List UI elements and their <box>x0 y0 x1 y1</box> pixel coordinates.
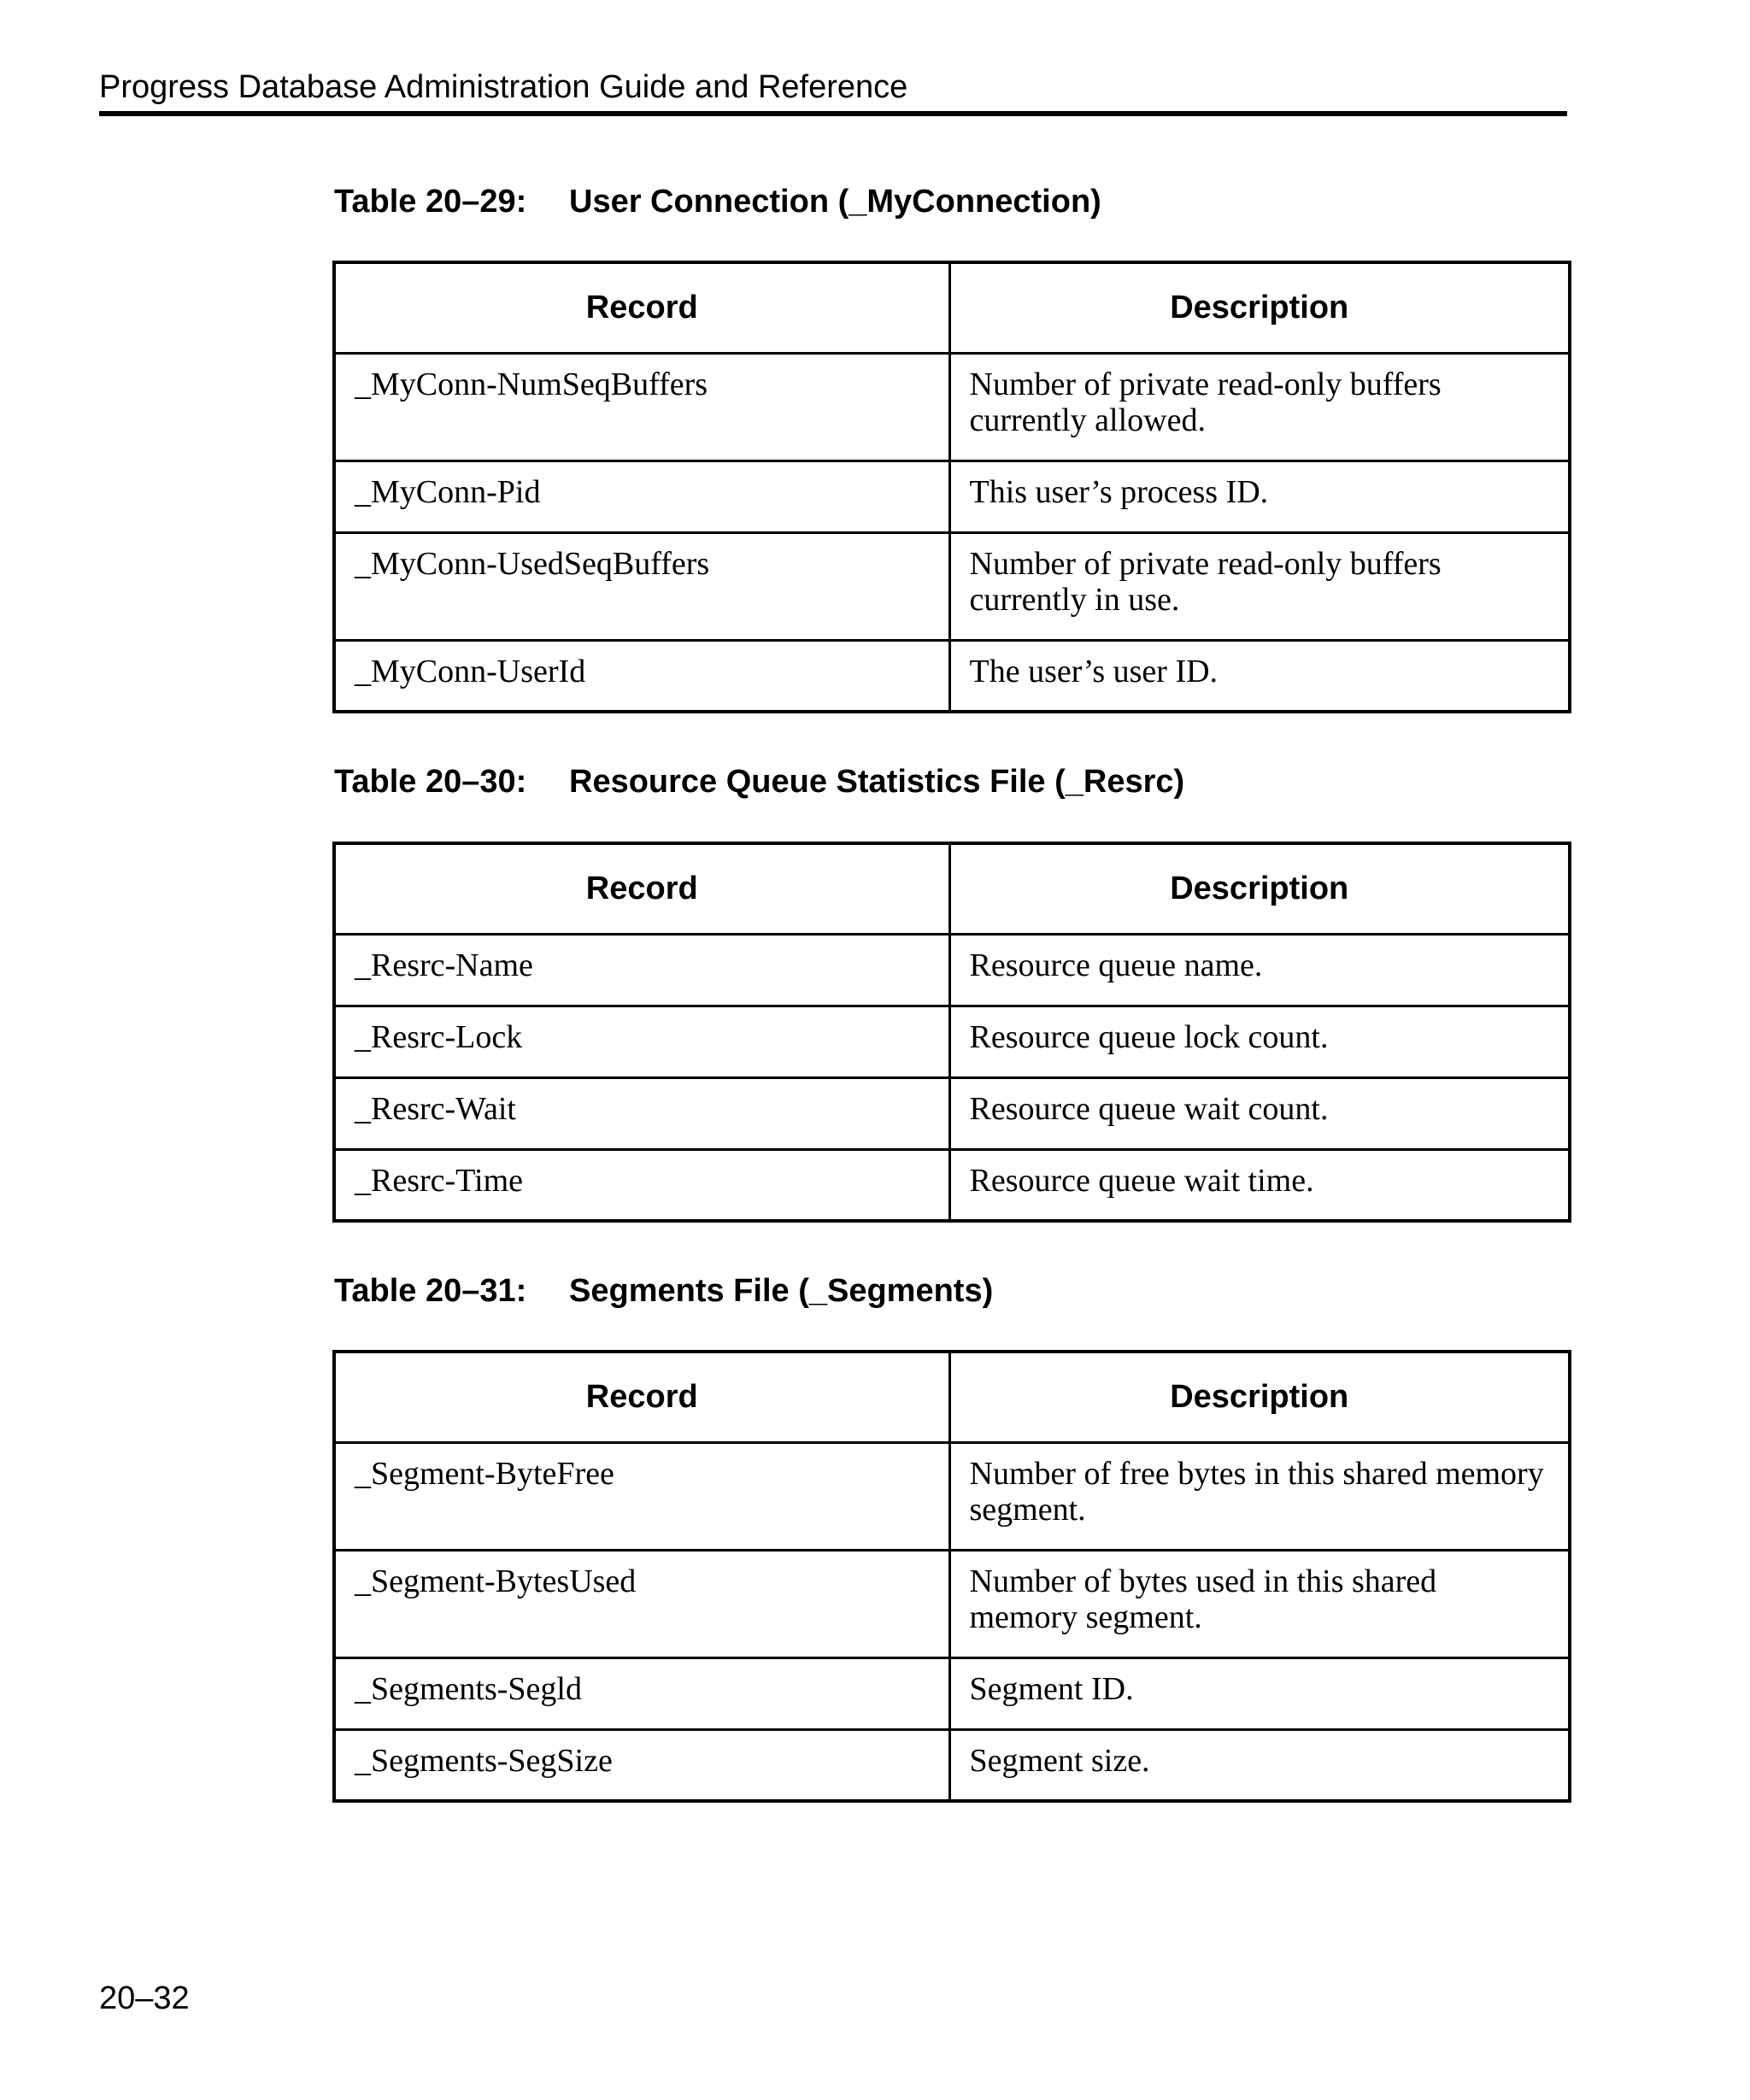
description-cell: The user’s user ID. <box>949 640 1570 712</box>
table-number: Table 20–29: <box>334 184 527 220</box>
record-cell: _MyConn-UsedSeqBuffers <box>334 532 949 640</box>
description-cell: Resource queue wait count. <box>949 1077 1570 1149</box>
record-cell: _MyConn-Pid <box>334 460 949 532</box>
description-cell: Number of bytes used in this shared memory segment. <box>949 1550 1570 1657</box>
record-cell: _Segments-SegSize <box>334 1729 949 1801</box>
column-header-record: Record <box>334 1352 949 1442</box>
table-caption-20-29 <box>334 182 1101 221</box>
segments-file-table <box>332 1350 1571 1803</box>
column-header-description: Description <box>949 843 1570 934</box>
description-cell: Number of private read-only buffers currently allowed. <box>949 353 1570 460</box>
column-header-record: Record <box>334 843 949 934</box>
table-row <box>334 353 1570 460</box>
table-row <box>334 934 1570 1006</box>
description-cell: Number of private read-only buffers currently in use. <box>949 532 1570 640</box>
record-cell: _Resrc-Wait <box>334 1077 949 1149</box>
description-cell: Resource queue lock count. <box>949 1006 1570 1077</box>
record-cell: _Resrc-Name <box>334 934 949 1006</box>
table-row <box>334 1006 1570 1077</box>
description-cell: This user’s process ID. <box>949 460 1570 532</box>
table-title: User Connection (_MyConnection) <box>569 184 1101 220</box>
table-header-row <box>334 1352 1570 1442</box>
table-row <box>334 1550 1570 1657</box>
table-row <box>334 460 1570 532</box>
record-cell: _MyConn-UserId <box>334 640 949 712</box>
table-row <box>334 1729 1570 1801</box>
table-header-row <box>334 843 1570 934</box>
description-cell: Resource queue name. <box>949 934 1570 1006</box>
description-cell: Resource queue wait time. <box>949 1149 1570 1221</box>
record-cell: _Resrc-Time <box>334 1149 949 1221</box>
record-cell: _MyConn-NumSeqBuffers <box>334 353 949 460</box>
table-row <box>334 1149 1570 1221</box>
record-cell: _Segment-ByteFree <box>334 1442 949 1550</box>
table-title: Resource Queue Statistics File (_Resrc) <box>569 764 1185 800</box>
column-header-description: Description <box>949 262 1570 353</box>
header-rule <box>99 111 1567 116</box>
description-cell: Segment size. <box>949 1729 1570 1801</box>
column-header-description: Description <box>949 1352 1570 1442</box>
user-connection-table <box>332 261 1571 713</box>
table-row <box>334 1657 1570 1729</box>
running-header: Progress Database Administration Guide and Reference <box>99 69 908 105</box>
column-header-record: Record <box>334 262 949 353</box>
table-number: Table 20–30: <box>334 764 527 800</box>
record-cell: _Segment-BytesUsed <box>334 1550 949 1657</box>
description-cell: Number of free bytes in this shared memory segment. <box>949 1442 1570 1550</box>
record-cell: _Resrc-Lock <box>334 1006 949 1077</box>
table-row <box>334 1077 1570 1149</box>
table-caption-20-30 <box>334 762 1184 801</box>
table-row <box>334 532 1570 640</box>
table-header-row <box>334 262 1570 353</box>
table-row <box>334 640 1570 712</box>
resource-queue-statistics-table <box>332 842 1571 1223</box>
table-number: Table 20–31: <box>334 1273 527 1309</box>
table-row <box>334 1442 1570 1550</box>
table-title: Segments File (_Segments) <box>569 1273 994 1309</box>
record-cell: _Segments-Segld <box>334 1657 949 1729</box>
page-number: 20–32 <box>99 1980 190 2016</box>
table-caption-20-31 <box>334 1271 993 1311</box>
description-cell: Segment ID. <box>949 1657 1570 1729</box>
